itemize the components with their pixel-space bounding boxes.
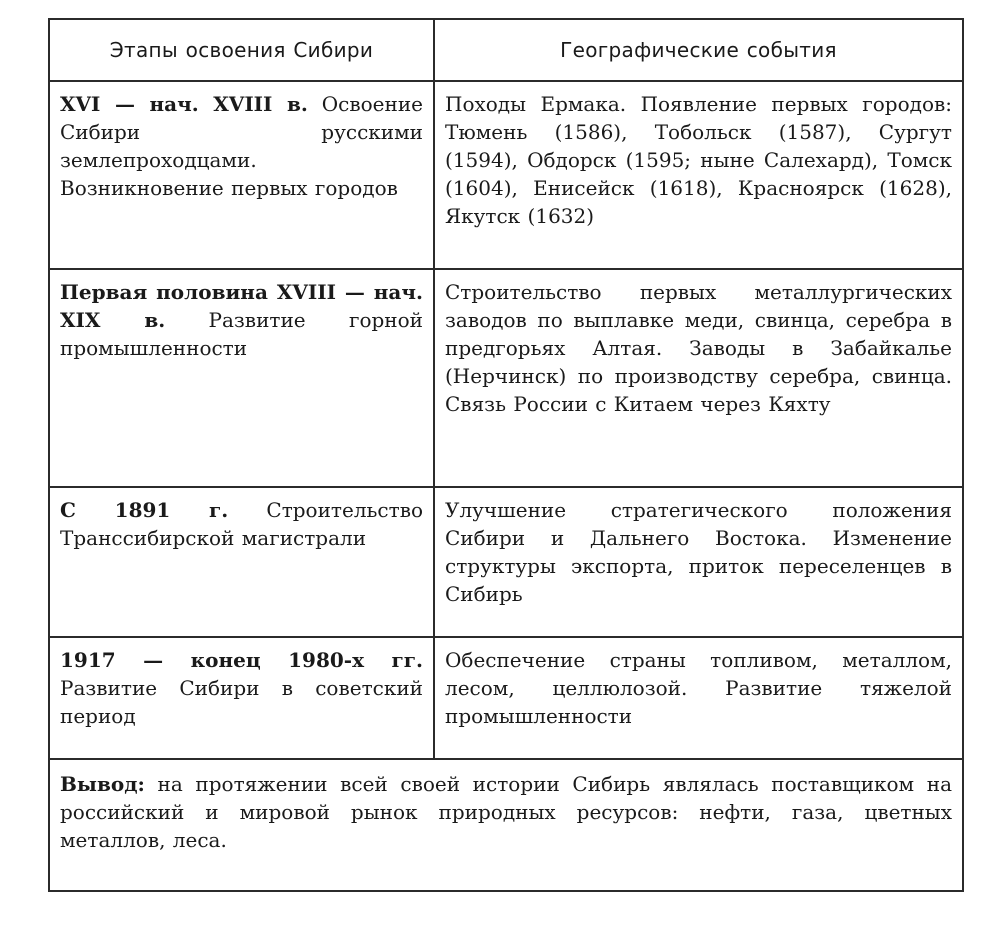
stage-period: С 1891 г. xyxy=(60,498,229,522)
events-cell: Строительство первых металлургических заводов по выплавке меди, свинца, серебра в предгорьях Алтая. Заводы в Забайкалье (Нерчинск) по производству серебра, свинца. Связь России с Китаем через Кяхту xyxy=(434,269,963,487)
siberia-development-table xyxy=(48,18,964,892)
stage-cell xyxy=(49,637,434,759)
stage-description: Развитие горной промышленности xyxy=(60,308,423,360)
events-cell: Походы Ермака. Появление первых городов: Тюмень (1586), Тобольск (1587), Сургут (1594), Обдорск (1595; ныне Салехард), Томск (1604), Енисейск (1618), Красноярск (1628), Якутск (1632) xyxy=(434,81,963,269)
stage-period: XVI — нач. XVIII в. xyxy=(60,92,308,116)
stage-cell xyxy=(49,269,434,487)
conclusion-label: Вывод: xyxy=(60,772,145,796)
stage-description: Развитие Сибири в советский период xyxy=(60,676,423,728)
header-stages: Этапы освоения Сибири xyxy=(49,19,434,81)
stage-description: Строительство Транссибирской магистрали xyxy=(60,498,423,550)
table-row xyxy=(49,637,963,759)
conclusion-row xyxy=(49,759,963,891)
events-cell: Обеспечение страны топливом, металлом, лесом, целлюлозой. Развитие тяжелой промышленности xyxy=(434,637,963,759)
table-row xyxy=(49,81,963,269)
conclusion-cell xyxy=(49,759,963,891)
header-events: Географические события xyxy=(434,19,963,81)
stage-cell xyxy=(49,487,434,637)
table-row xyxy=(49,487,963,637)
events-cell: Улучшение стратегического положения Сибири и Дальнего Востока. Изменение структуры экспорта, приток переселенцев в Сибирь xyxy=(434,487,963,637)
conclusion-text: на протяжении всей своей истории Сибирь являлась поставщиком на российский и мировой рынок природных ресурсов: нефти, газа, цветных металлов, леса. xyxy=(60,772,952,852)
stage-period: 1917 — конец 1980-х гг. xyxy=(60,648,423,672)
stage-cell xyxy=(49,81,434,269)
table-row xyxy=(49,269,963,487)
stage-period: Первая половина XVIII — нач. XIX в. xyxy=(60,280,423,332)
table-header-row xyxy=(49,19,963,81)
stage-description: Освоение Сибири русскими землепроходцами. Возникновение первых городов xyxy=(60,92,424,200)
